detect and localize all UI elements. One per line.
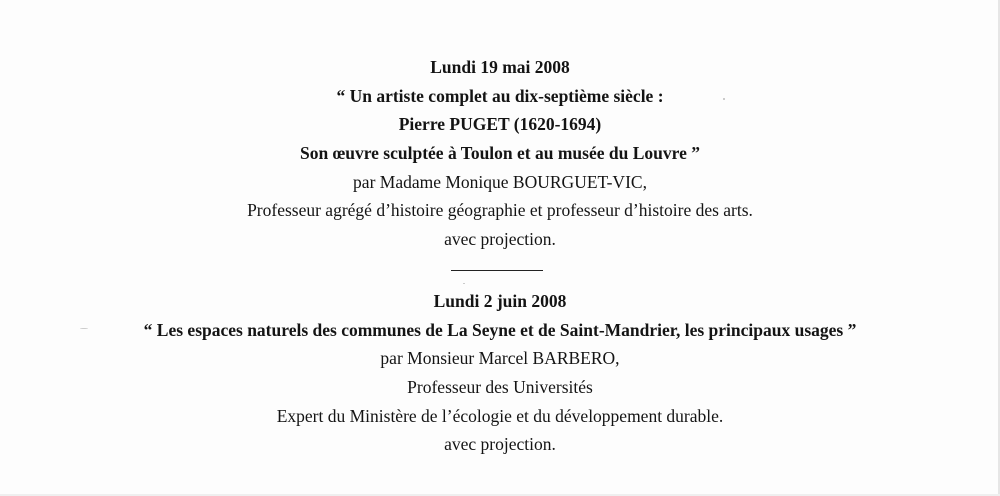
scan-speck [80,328,88,329]
scan-speck [723,98,725,100]
event2-speaker-role2: Expert du Ministère de l’écologie et du développement durable. [276,406,724,426]
event2-speaker-role1: Professeur des Universités [407,377,593,397]
event2-speaker: par Monsieur Marcel BARBERO, [380,348,620,368]
event1-date: Lundi 19 mai 2008 [430,57,570,77]
event1-title-line1: “ Un artiste complet au dix-septième siècle : [336,86,664,106]
event2-title: “ Les espaces naturels des communes de La Seyne et de Saint-Mandrier, les principaux usages ” [143,320,857,340]
section-separator [451,270,543,271]
event1-title-line2: Pierre PUGET (1620-1694) [398,114,602,134]
event1-speaker: par Madame Monique BOURGUET-VIC, [353,172,647,192]
event2-date: Lundi 2 juin 2008 [433,291,567,311]
event1-speaker-role: Professeur agrégé d’histoire géographie et professeur d’histoire des arts. [247,200,753,220]
scan-speck [463,283,465,284]
event1-title-line3: Son œuvre sculptée à Toulon et au musée du Louvre ” [300,143,700,163]
event1-note: avec projection. [444,229,556,249]
event2-note: avec projection. [444,434,556,454]
